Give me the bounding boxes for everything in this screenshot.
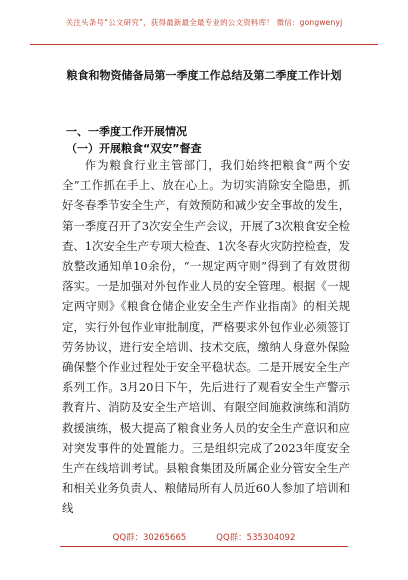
footer-divider <box>60 546 348 547</box>
section-heading: 一、一季度工作开展情况 <box>66 125 187 138</box>
subsection-heading: （一）开展粮食“双安”督查 <box>66 142 202 155</box>
body-paragraph: 作为粮食行业主管部门，我们始终把粮食“两个安全”工作抓在手上、放在心上。为切实消除安全隐患，抓好冬春季节安全生产，有效预防和减少安全事故的发生，第一季度召开了3次安全生产会议，开展了3次粮食安全检查、1次安全生产专项大检查、1次冬春火灾防控检查，发放整改通知单10余份，“一规定两守则”得到了有效贯彻落实。一是加强对外包作业人员的安全管理。根据《一规定两守则》《粮食仓储企业安全生产作业指南》的相关规定，实行外包作业审批制度，严格要求外包作业必须签订劳务协议，进行安全培训、技术交底，缴纳人身意外保险确保整个作业过程处于安全平稳状态。二是开展安全生产系列工作。3月20日下午，先后进行了观看安全生产警示教育片、消防及安全生产培训、有限空间施救演练和消防救援演练，极大提高了粮食业务人员的安全生产意识和应对突发事件的处置能力。三是组织完成了2023年度安全生产在线培训考试。县粮食集团及所属企业分管安全生产和相关业务负责人、粮储局所有人员近60人参加了培训和线 <box>62 158 350 516</box>
page-footer <box>0 531 408 547</box>
footer-qq-group-2: QQ群：535304092 <box>216 533 296 543</box>
page-header <box>0 0 408 44</box>
header-banner-text: 关注头条号“公文研究”，获得最新最全最专业的公文资料库！ 微信：gongwenyj <box>65 17 343 27</box>
document-title: 粮食和物资储备局第一季度工作总结及第二季度工作计划 <box>66 69 342 82</box>
footer-qq-group-1: QQ群：30265665 <box>112 533 187 543</box>
header-divider <box>30 44 378 45</box>
